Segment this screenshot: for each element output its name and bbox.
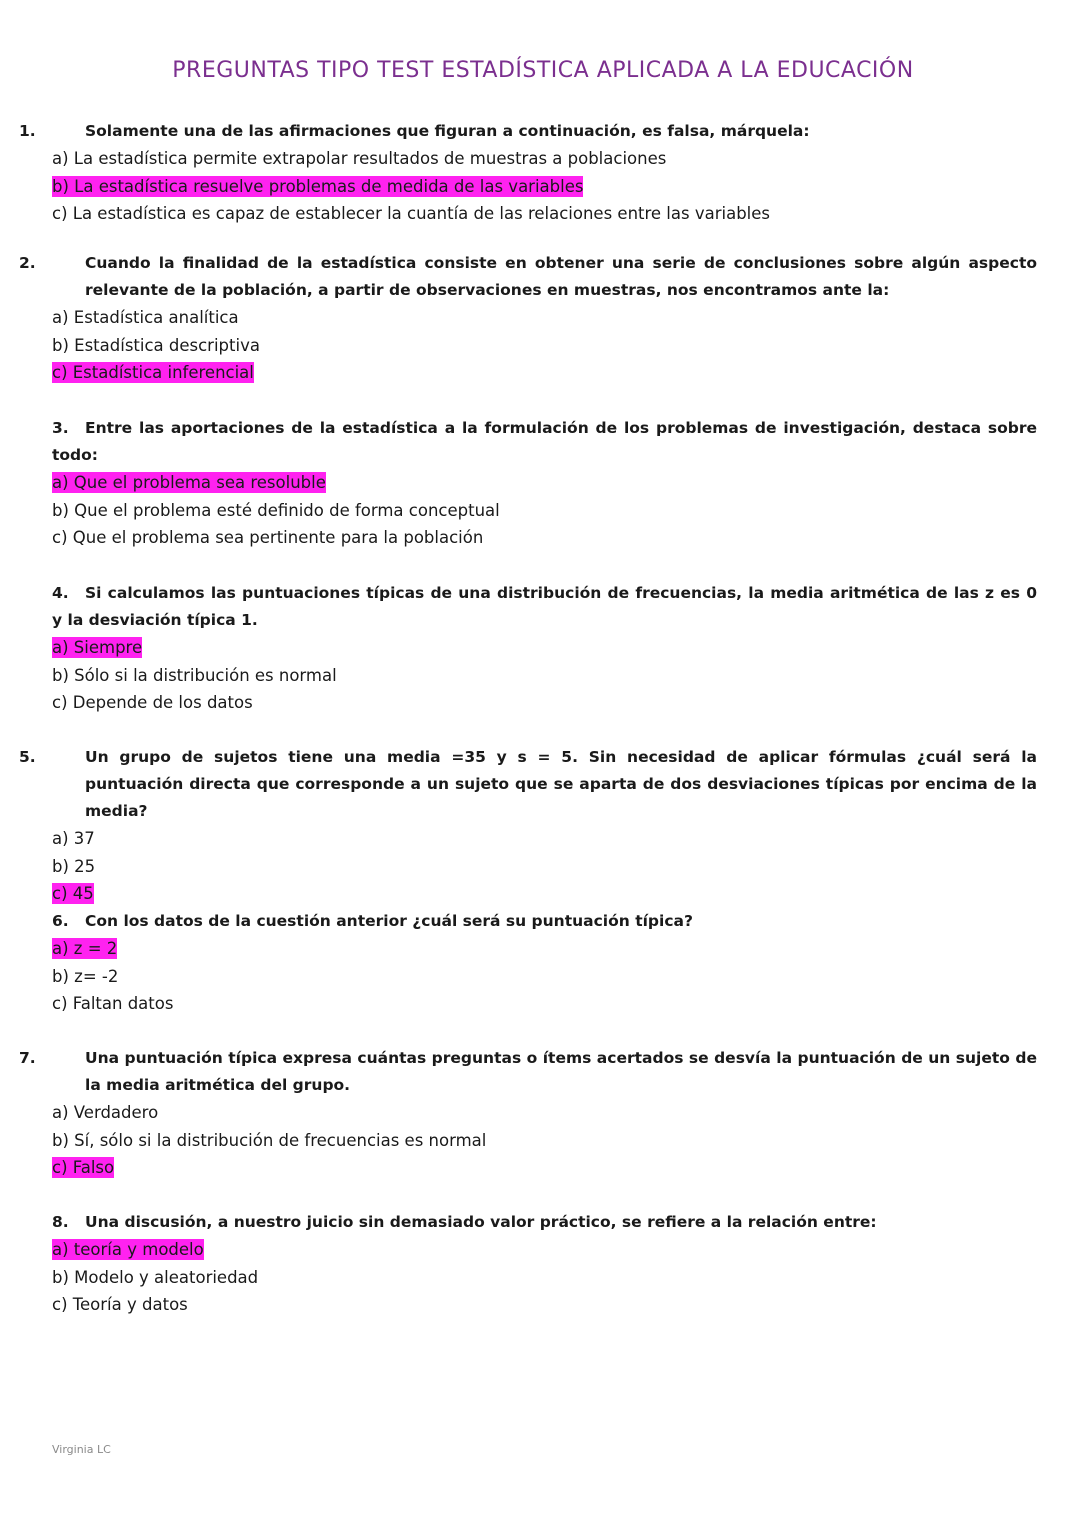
question-number: 3. bbox=[52, 419, 69, 437]
option-b: b) La estadística resuelve problemas de medida de las variables bbox=[52, 176, 584, 196]
option-b: b) Sí, sólo si la distribución de frecuencias es normal bbox=[52, 1130, 487, 1150]
option-a: a) 37 bbox=[52, 829, 95, 848]
option-b: b) Modelo y aleatoriedad bbox=[52, 1267, 259, 1287]
option-a: a) Siempre bbox=[52, 638, 143, 657]
option-c: c) Depende de los datos bbox=[52, 693, 253, 712]
option-c: c) Que el problema sea pertinente para la población bbox=[52, 528, 484, 547]
question-3 bbox=[52, 415, 1037, 552]
question-number: 6. bbox=[52, 912, 69, 930]
author-footer: Virginia LC bbox=[52, 1443, 111, 1456]
option-b: b) Que el problema esté definido de forma conceptual bbox=[52, 500, 500, 520]
option-b: b) Sólo si la distribución es normal bbox=[52, 665, 337, 685]
question-text: 7. Una puntuación típica expresa cuántas preguntas o ítems acertados se desvía la puntuación de un sujeto de la media aritmética del grupo. bbox=[52, 1045, 1037, 1099]
option-a: a) Estadística analítica bbox=[52, 308, 239, 327]
option-c: c) Falso bbox=[52, 1158, 115, 1177]
question-6 bbox=[52, 908, 1037, 1018]
option-c: c) La estadística es capaz de establecer la cuantía de las relaciones entre las variables bbox=[52, 204, 771, 223]
question-7 bbox=[19, 1045, 1037, 1182]
question-number: 4. bbox=[52, 584, 69, 602]
page-title: PREGUNTAS TIPO TEST ESTADÍSTICA APLICADA A LA EDUCACIÓN bbox=[172, 58, 914, 83]
option-b: b) Estadística descriptiva bbox=[52, 335, 260, 355]
question-text: 3. Entre las aportaciones de la estadística a la formulación de los problemas de investigación, destaca sobre todo: bbox=[52, 415, 1037, 469]
option-c: c) Teoría y datos bbox=[52, 1295, 188, 1314]
question-4 bbox=[52, 580, 1037, 717]
option-b: b) z= -2 bbox=[52, 966, 119, 986]
option-b: b) 25 bbox=[52, 856, 96, 876]
question-text: 2. Cuando la finalidad de la estadística consiste en obtener una serie de conclusiones sobre algún aspecto relevante de la población, a partir de observaciones en muestras, nos encontramos ante la: bbox=[52, 250, 1037, 304]
question-number: 7. bbox=[19, 1049, 36, 1067]
option-a: a) teoría y modelo bbox=[52, 1240, 204, 1259]
question-number: 8. bbox=[52, 1213, 69, 1231]
option-c: c) Estadística inferencial bbox=[52, 363, 254, 382]
option-a: a) La estadística permite extrapolar resultados de muestras a poblaciones bbox=[52, 149, 667, 168]
question-number: 2. bbox=[19, 254, 36, 272]
option-a: a) z = 2 bbox=[52, 939, 118, 958]
option-a: a) Verdadero bbox=[52, 1103, 159, 1122]
question-1 bbox=[19, 118, 1037, 228]
option-c: c) 45 bbox=[52, 884, 94, 903]
question-5 bbox=[19, 744, 1037, 908]
option-c: c) Faltan datos bbox=[52, 994, 174, 1013]
question-number: 5. bbox=[19, 748, 36, 766]
question-text: 1. Solamente una de las afirmaciones que figuran a continuación, es falsa, márquela: bbox=[52, 118, 1037, 145]
question-text: 5. Un grupo de sujetos tiene una media =35 y s = 5. Sin necesidad de aplicar fórmulas ¿cuál será la puntuación directa que corresponde a un sujeto que se aparta de dos desviaciones típicas por encima de la media? bbox=[52, 744, 1037, 825]
question-text: 8. Una discusión, a nuestro juicio sin demasiado valor práctico, se refiere a la relación entre: bbox=[52, 1209, 1037, 1236]
question-number: 1. bbox=[19, 122, 36, 140]
option-a: a) Que el problema sea resoluble bbox=[52, 473, 326, 492]
question-text: 6. Con los datos de la cuestión anterior ¿cuál será su puntuación típica? bbox=[52, 908, 1037, 935]
question-8 bbox=[52, 1209, 1037, 1319]
question-text: 4. Si calculamos las puntuaciones típicas de una distribución de frecuencias, la media aritmética de las z es 0 y la desviación típica 1. bbox=[52, 580, 1037, 634]
question-2 bbox=[19, 250, 1037, 387]
